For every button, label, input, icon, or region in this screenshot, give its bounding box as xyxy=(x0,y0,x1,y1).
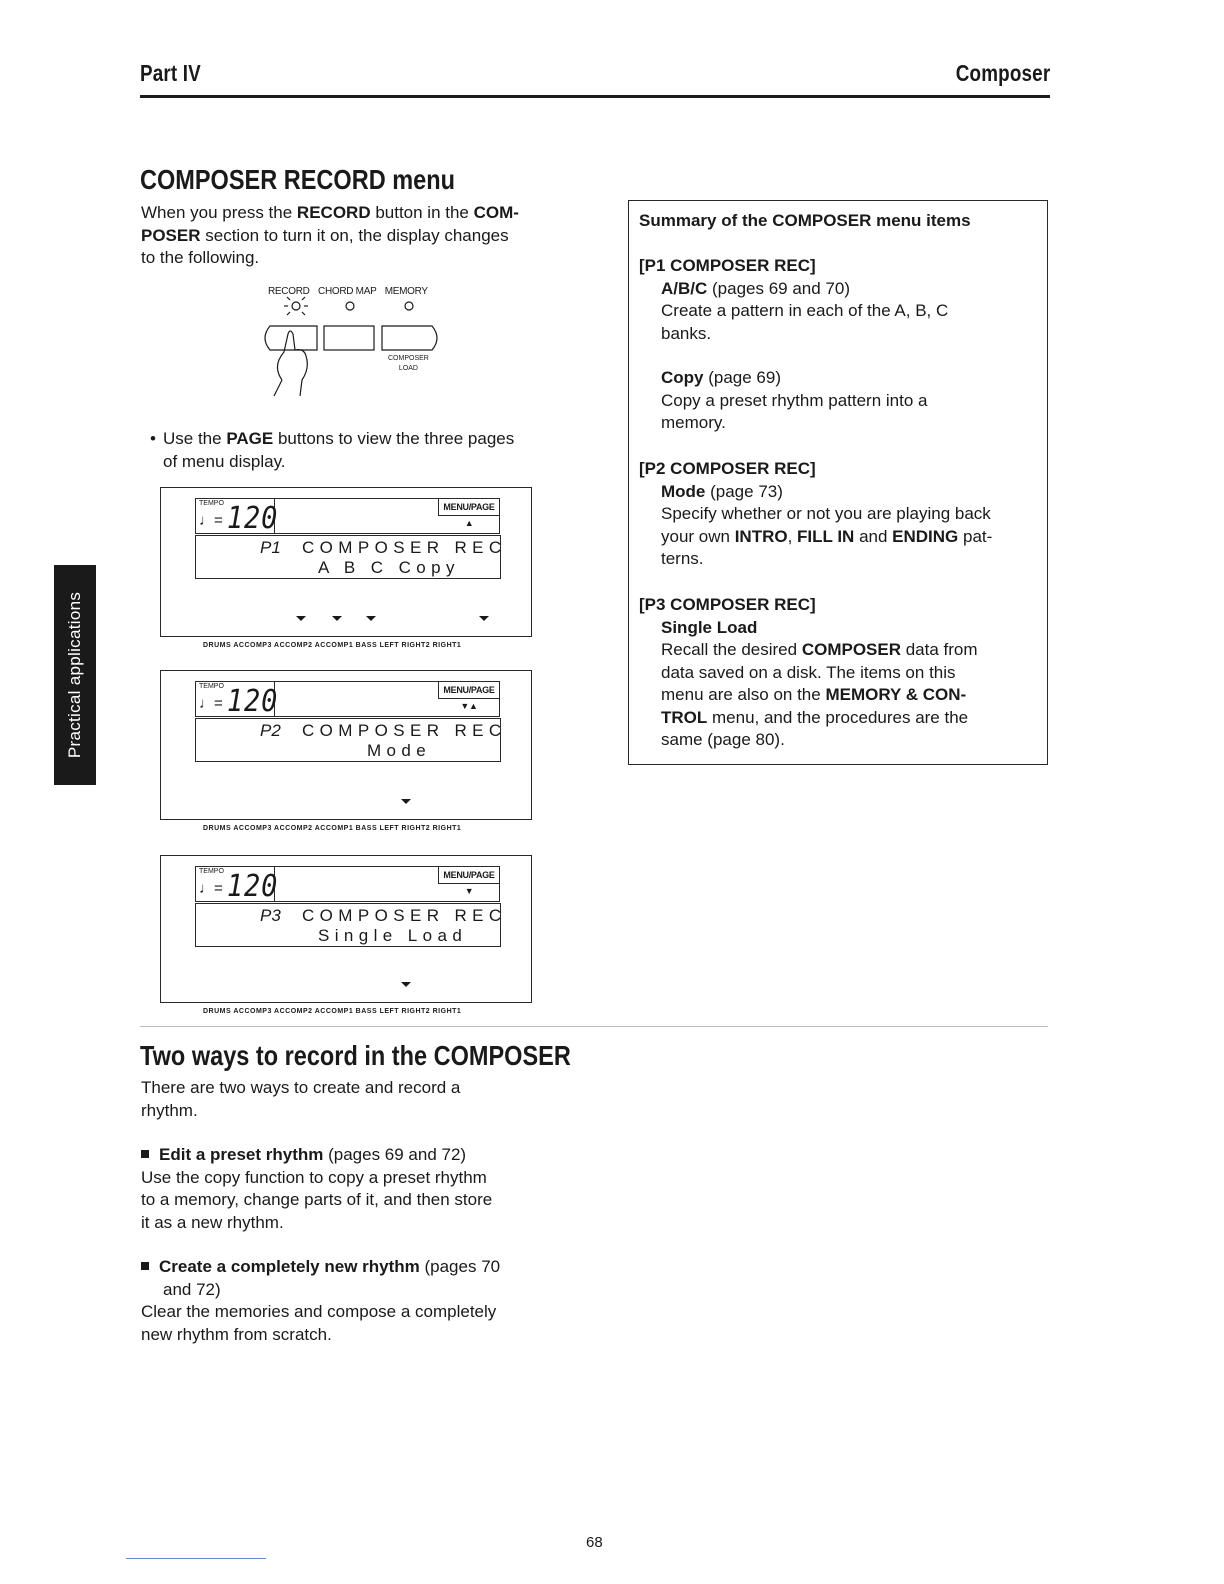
square-bullet-icon xyxy=(141,1262,149,1270)
page-number: 68 xyxy=(586,1534,603,1551)
lcd-line2: Single Load xyxy=(318,926,468,945)
down-arrow-icon xyxy=(401,799,411,804)
lcd-line1: COMPOSER REC xyxy=(302,906,507,925)
p2-heading: [P2 COMPOSER REC] xyxy=(639,459,816,478)
section-title-two-ways: Two ways to record in the COMPOSER xyxy=(140,1040,571,1071)
lcd-line2: A B C Copy xyxy=(318,558,460,577)
page-id: P3 xyxy=(260,906,281,925)
section-title-composer-record: COMPOSER RECORD menu xyxy=(140,164,455,195)
lcd-line1: COMPOSER REC xyxy=(302,538,507,557)
tempo-box: TEMPO ♩= 120 xyxy=(195,681,275,717)
p1-heading: [P1 COMPOSER REC] xyxy=(639,256,816,275)
lcd-display-p2 xyxy=(160,670,532,832)
footer-rule xyxy=(126,1558,266,1559)
chord-map-label: CHORD MAP xyxy=(318,286,377,297)
part-labels: DRUMS ACCOMP3 ACCOMP2 ACCOMP1 BASS LEFT RIGHT2 RIGHT1 xyxy=(203,1008,462,1015)
page-buttons-bullet: • Use the PAGE buttons to view the three pages of menu display. xyxy=(150,429,515,471)
summary-box xyxy=(628,200,1048,765)
method-create-new: Create a completely new rhythm (pages 70 and 72) Clear the memories and compose a completely new rhythm from scratch. xyxy=(141,1257,501,1344)
lcd-display-p3 xyxy=(160,855,532,1015)
summary-title: Summary of the COMPOSER menu items xyxy=(639,211,971,230)
header-chapter: Composer xyxy=(955,60,1050,86)
section2-intro: There are two ways to create and record a rhythm. xyxy=(141,1078,461,1120)
page-id: P2 xyxy=(260,721,281,740)
down-arrow-icon xyxy=(401,982,411,987)
side-tab xyxy=(54,565,96,785)
summary-p2: [P2 COMPOSER REC] Mode (page 73) Specify whether or not you are playing back your own INTRO, FILL IN and ENDING pat- terns. xyxy=(639,458,1044,571)
part-labels: DRUMS ACCOMP3 ACCOMP2 ACCOMP1 BASS LEFT RIGHT2 RIGHT1 xyxy=(203,642,462,649)
load-sublabel: LOAD xyxy=(398,365,418,372)
p3-heading: [P3 COMPOSER REC] xyxy=(639,595,816,614)
header-part: Part IV xyxy=(140,60,201,86)
down-arrow-icon xyxy=(479,616,489,621)
part-labels: DRUMS ACCOMP3 ACCOMP2 ACCOMP1 BASS LEFT RIGHT2 RIGHT1 xyxy=(203,825,462,832)
page-id: P1 xyxy=(260,538,281,557)
tempo-value: 120 xyxy=(226,684,279,719)
section1-intro: When you press the RECORD button in the COM- POSER section to turn it on, the display changes to the following. xyxy=(141,203,519,267)
lcd-line1: COMPOSER REC xyxy=(302,721,507,740)
record-label: RECORD xyxy=(268,286,310,297)
button-panel-drawing xyxy=(252,296,452,406)
composer-button-panel xyxy=(252,284,452,404)
summary-p3: [P3 COMPOSER REC] Single Load Recall the desired COMPOSER data from data saved on a disk. The items on this menu are also on the MEMORY & CON- TROL menu, and the procedures are the same (page 80). xyxy=(639,594,1044,752)
summary-p1: [P1 COMPOSER REC] A/B/C (pages 69 and 70) Create a pattern in each of the A, B, C banks. Copy (page 69) Copy a preset rhythm pattern into a memory. xyxy=(639,255,1039,435)
tempo-box: TEMPO ♩= 120 xyxy=(195,866,275,902)
memory-label: MEMORY xyxy=(384,286,428,297)
square-bullet-icon xyxy=(141,1150,149,1158)
menu-page-indicator: MENU/PAGE ▼ xyxy=(438,867,499,884)
menu-page-indicator: MENU/PAGE ▲ xyxy=(438,499,499,516)
header-rule xyxy=(140,95,1050,98)
tempo-value: 120 xyxy=(226,501,279,536)
down-arrow-icon xyxy=(366,616,376,621)
side-tab-label: Practical applications xyxy=(65,591,84,759)
down-arrow-icon xyxy=(296,616,306,621)
tempo-value: 120 xyxy=(226,869,279,904)
tempo-box: TEMPO ♩= 120 xyxy=(195,498,275,534)
lcd-line2: Mode xyxy=(367,741,432,760)
down-arrow-icon xyxy=(332,616,342,621)
composer-sublabel: COMPOSER xyxy=(388,355,429,362)
section-divider xyxy=(140,1026,1048,1027)
method-edit-preset: Edit a preset rhythm (pages 69 and 72) Use the copy function to copy a preset rhythm to a memory, change parts of it, and then store it as a new rhythm. xyxy=(141,1145,493,1232)
lcd-display-p1 xyxy=(160,487,532,649)
menu-page-indicator: MENU/PAGE ▼▲ xyxy=(438,682,499,699)
